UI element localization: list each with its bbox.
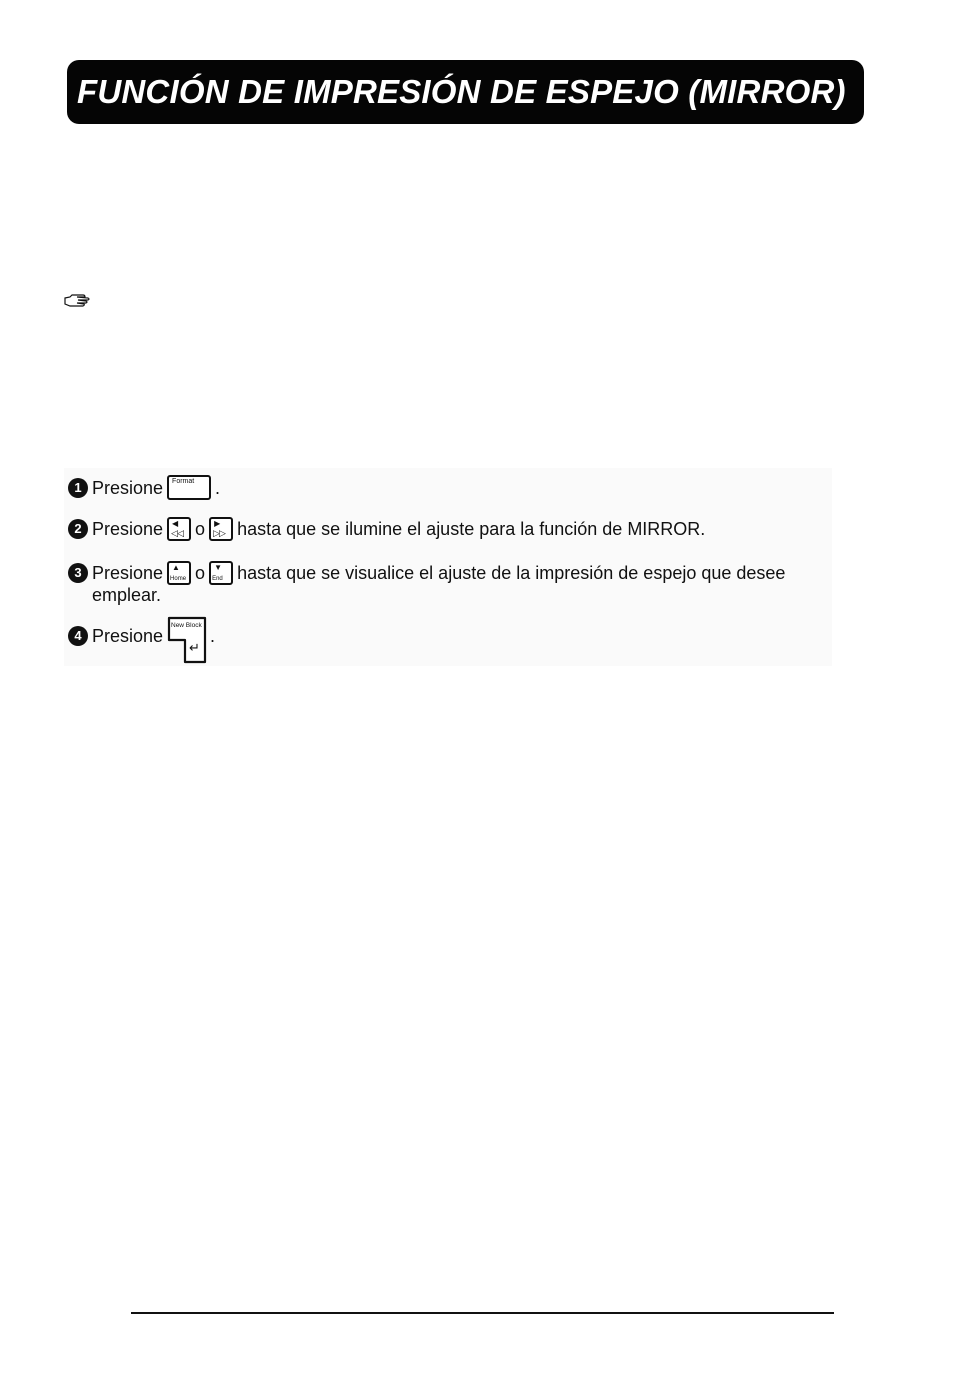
step-text: Presione (92, 626, 164, 646)
step-number: 3 (68, 563, 88, 583)
format-key-icon (167, 475, 211, 500)
step-text: Presione (92, 477, 164, 498)
left-arrow-key-icon: ◀ ◁◁ (167, 517, 191, 541)
step-4 (68, 616, 215, 664)
key-label: Format (172, 478, 195, 485)
step-text: Presione (92, 563, 164, 583)
up-arrow-home-key-icon: ▲ Home (167, 561, 191, 585)
down-arrow-end-key-icon: ▼ End (209, 561, 233, 585)
step-text: hasta que se visualice el ajuste de la impresión de espejo que desee (237, 563, 786, 583)
step-text: Presione (92, 519, 164, 539)
section-title-bar (67, 60, 864, 124)
key-label: New Block (171, 622, 202, 629)
footer-rule (131, 1312, 834, 1314)
step-number: 2 (68, 519, 88, 539)
step-1 (68, 475, 220, 500)
section-title: FUNCIÓN DE IMPRESIÓN DE ESPEJO (MIRROR) (77, 73, 846, 110)
step-3-continuation: emplear. (92, 585, 162, 605)
step-connector: o (195, 563, 206, 583)
step-connector: o (195, 519, 206, 539)
enter-arrow-icon: ↵ (189, 641, 200, 656)
step-text: hasta que se ilumine el ajuste para la función de MIRROR. (237, 519, 706, 539)
step-number: 1 (68, 478, 88, 498)
step-number: 4 (68, 626, 88, 646)
step-2 (68, 517, 705, 541)
step-text: . (210, 626, 216, 646)
steps-panel (64, 468, 832, 666)
pointing-hand-icon (64, 292, 90, 308)
step-text: . (215, 477, 221, 498)
step-3 (68, 561, 785, 585)
new-block-enter-key-icon (167, 616, 207, 664)
right-arrow-key-icon: ▶ ▷▷ (209, 517, 233, 541)
